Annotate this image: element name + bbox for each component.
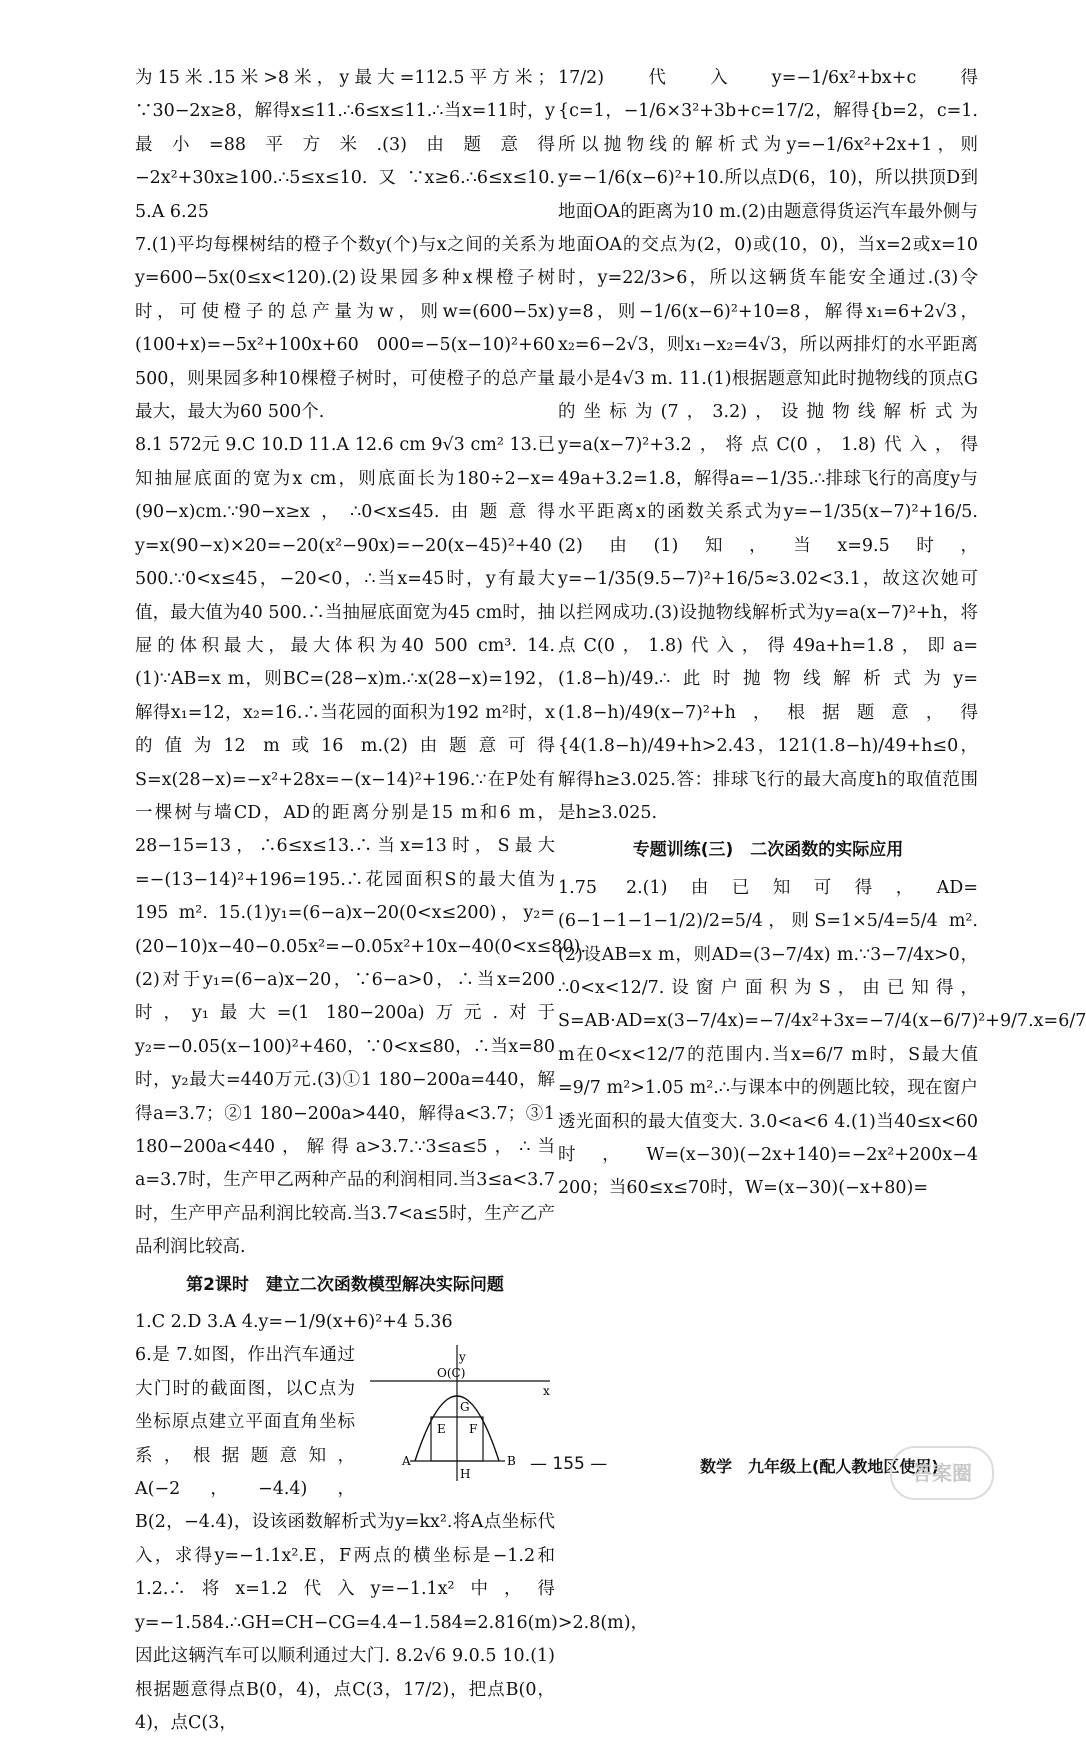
label-x: x bbox=[543, 1384, 550, 1399]
book-subject: 数学 九年级上(配人教地区使用) bbox=[700, 1457, 939, 1476]
label-g: G bbox=[460, 1400, 470, 1415]
answer-paragraph-5: 6.是 7.如图，作出汽车通过大门时的截面图，以C点为坐标原点建立平面直角坐标系，根据题意知，A(−2，−4.4)，B(2，−4.4)，设该函数解析式为y=kx².将A点坐标代入，求得y=−1.1x².E，F两点的横坐标是−1.2和1.2.∴将x=1.2代入y=−1.1x²中，得y=−1.584.∴GH=CH−CG=4.4−1.584=2.816(m)>2.8(m)，因此这辆汽车可以顺利通过大门. 8.2√6 9.0.5 10.(1)根据题意得点B(0，4)，点C(3，17/2)，把点B(0，4)，点C(3， bbox=[135, 1345, 649, 1733]
watermark-logo: 答案圈 bbox=[890, 1446, 994, 1500]
label-h: H bbox=[460, 1467, 471, 1482]
section-heading-lesson-2: 第2课时 建立二次函数模型解决实际问题 bbox=[186, 1274, 504, 1295]
section-heading-special-training-3: 专题训练(三) 二次函数的实际应用 bbox=[632, 840, 904, 861]
answer-paragraph-6: 17/2)代入y=−1/6x²+bx+c得 {c=1，−1/6×3²+3b+c=17/2，解得{b=2，c=1.所以抛物线的解析式为y=−1/6x²+2x+1，则y=−1/6(x−6)²+10.所以点D(6，10)，所以拱顶D到地面OA的距离为10 m.(2)由题意得货运汽车最外侧与地面OA的交点为(2，0)或(10，0)，当x=2或x=10时，y=22/3>6，所以这辆货车能安全通过.(3)令y=8，则−1/6(x−6)²+10=8，解得x₁=6+2√3，x₂=6−2√3，则x₁−x₂=4√3，所以两排灯的水平距离最小是4√3 m. 11.(1)根据题意知此时抛物线的顶点G的坐标为(7，3.2)，设抛物线解析式为y=a(x−7)²+3.2，将点C(0，1.8)代入，得49a+3.2=1.8，解得a=−1/35.∴排球飞行的高度y与水平距离x的函数关系式为y=−1/35(x−7)²+16/5.(2)由(1)知，当x=9.5时，y=−1/35(9.5−7)²+16/5≈3.02<3.1，故这次她可以拦网成功.(3)设抛物线解析式为y=a(x−7)²+h，将点C(0，1.8)代入，得49a+h=1.8，即a=(1.8−h)/49.∴此时抛物线解析式为y=(1.8−h)/49(x−7)²+h，根据题意，得 {4(1.8−h)/49+h>2.43，121(1.8−h)/49+h≤0，解得h≥3.025.答：排球飞行的最大高度h的取值范围是h≥3.025. bbox=[558, 68, 978, 823]
answer-paragraph-3: 8.1 572元 9.C 10.D 11.A 12.6 cm 9√3 cm² 13.已知抽屉底面的宽为x cm，则底面长为180÷2−x=(90−x)cm.∵90−x≥x，∴0<x≤45.由题意得y=x(90−x)×20=−20(x²−90x)=−20(x−45)²+40 500.∵0<x≤45，−20<0，∴当x=45时，y有最大值，最大值为40 500.∴当抽屉底面宽为45 cm时，抽屉的体积最大，最大体积为40 500 cm³. 14.(1)∵AB=x m，则BC=(28−x)m.∴x(28−x)=192，解得x₁=12，x₂=16.∴当花园的面积为192 m²时，x的值为12 m或16 m.(2)由题意可得S=x(28−x)=−x²+28x=−(x−14)²+196.∵在P处有一棵树与墙CD，AD的距离分别是15 m和6 m，28−15=13，∴6≤x≤13.∴当x=13时，S最大=−(13−14)²+196=195.∴花园面积S的最大值为195 m². 15.(1)y₁=(6−a)x−20(0<x≤200)，y₂=(20−10)x−40−0.05x²=−0.05x²+10x−40(0<x≤80).(2)对于y₁=(6−a)x−20，∵6−a>0，∴当x=200时，y₁最大=(1 180−200a)万元.对于y₂=−0.05(x−100)²+460，∵0<x≤80，∴当x=80时，y₂最大=440万元.(3)①1 180−200a=440，解得a=3.7；②1 180−200a>440，解得a<3.7；③1 180−200a<440，解得a>3.7.∵3≤a≤5，∴当a=3.7时，生产甲乙两种产品的利润相同.当3≤a<3.7时，生产甲产品利润比较高.当3.7<a≤5时，生产乙产品利润比较高. bbox=[135, 435, 586, 1258]
answer-paragraph-1: 为15米.15米>8米，y最大=112.5平方米；∵30−2x≥8，解得x≤11.∴6≤x≤11.∴当x=11时，y最小=88平方米.(3)由题意得−2x²+30x≥100.∴5≤x≤10.又∵x≥6.∴6≤x≤10. 5.A 6.25 bbox=[135, 68, 555, 222]
answer-paragraph-4: 1.C 2.D 3.A 4.y=−1/9(x+6)²+4 5.36 bbox=[135, 1312, 453, 1333]
label-y: y bbox=[459, 1350, 466, 1365]
label-e: E bbox=[437, 1422, 446, 1437]
answer-paragraph-2: 7.(1)平均每棵树结的橙子个数y(个)与x之间的关系为y=600−5x(0≤x<120).(2)设果园多种x棵橙子树时，可使橙子的总产量为w，则w=(600−5x)(100+x)=−5x²+100x+60 000=−5(x−10)²+60 500，则果园多种10棵橙子树时，可使橙子的总产量最大，最大为60 500个. bbox=[135, 235, 555, 423]
page-number: — 155 — bbox=[530, 1454, 608, 1474]
right-column bbox=[558, 62, 1086, 1206]
label-a: A bbox=[402, 1454, 411, 1469]
label-b: B bbox=[507, 1454, 516, 1469]
label-origin: O(C) bbox=[437, 1366, 466, 1381]
page-footer bbox=[0, 1446, 1000, 1486]
answer-paragraph-7: 1.75 2.(1)由已知可得，AD=(6−1−1−1−1/2)/2=5/4，则S=1×5/4=5/4 m².(2)设AB=x m，则AD=(3−7/4x) m.∵3−7/4x>0，∴0<x<12/7.设窗户面积为S，由已知得，S=AB·AD=x(3−7/4x)=−7/4x²+3x=−7/4(x−6/7)²+9/7.x=6/7 m在0<x<12/7的范围内.当x=6/7 m时，S最大值=9/7 m²>1.05 m².∴与课本中的例题比较，现在窗户透光面积的最大值变大. 3.0<a<6 4.(1)当40≤x<60时，W=(x−30)(−2x+140)=−2x²+200x−4 200；当60≤x≤70时，W=(x−30)(−x+80)= bbox=[558, 877, 1086, 1199]
label-f: F bbox=[469, 1422, 478, 1437]
